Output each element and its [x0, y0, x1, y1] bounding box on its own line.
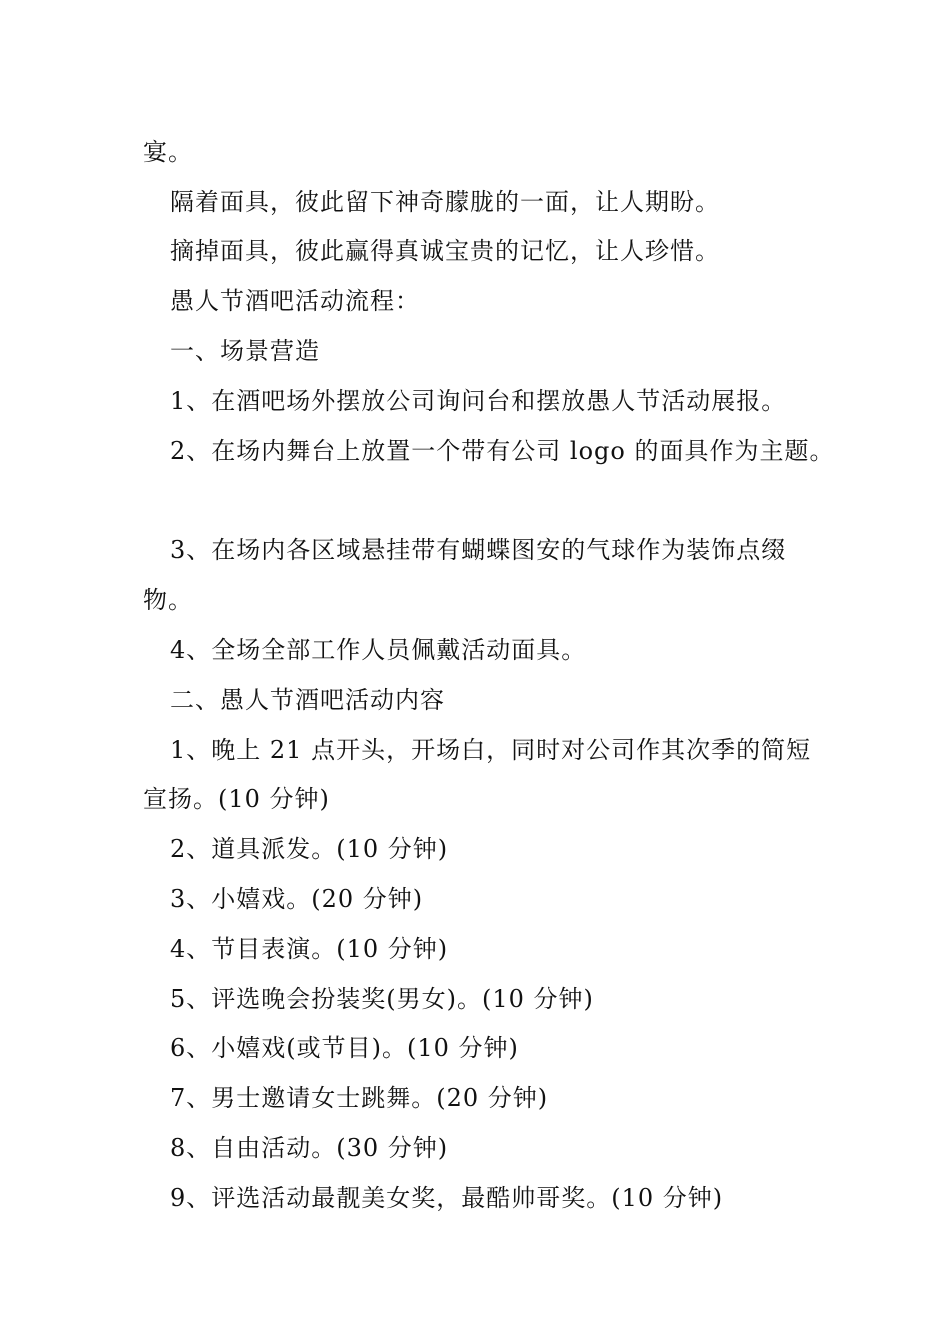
list-item-scene-2: 2、在场内舞台上放置一个带有公司 logo 的面具作为主题。 [170, 437, 835, 465]
list-item-content-1: 1、晚上 21 点开头，开场白，同时对公司作其次季的简短 [170, 736, 812, 764]
list-item-scene-4: 4、全场全部工作人员佩戴活动面具。 [170, 636, 587, 664]
list-item-content-2: 2、道具派发。(10 分钟) [170, 835, 449, 863]
list-item-content-9: 9、评选活动最靓美女奖，最酷帅哥奖。(10 分钟) [170, 1184, 724, 1212]
list-item-content-5: 5、评选晚会扮装奖(男女)。(10 分钟) [170, 985, 594, 1013]
paragraph-line-mask-memory: 摘掉面具，彼此赢得真诚宝贵的记忆，让人珍惜。 [170, 237, 720, 265]
subsection-heading-content: 二、愚人节酒吧活动内容 [170, 686, 445, 714]
list-item-scene-3-cont: 物。 [143, 586, 193, 614]
subsection-heading-scene: 一、场景营造 [170, 337, 320, 365]
list-item-content-6: 6、小嬉戏(或节目)。(10 分钟) [170, 1034, 519, 1062]
list-item-content-8: 8、自由活动。(30 分钟) [170, 1134, 449, 1162]
list-item-content-3: 3、小嬉戏。(20 分钟) [170, 885, 424, 913]
list-item-scene-1: 1、在酒吧场外摆放公司询问台和摆放愚人节活动展报。 [170, 387, 787, 415]
list-item-content-7: 7、男士邀请女士跳舞。(20 分钟) [170, 1084, 549, 1112]
paragraph-line-mask-hope: 隔着面具，彼此留下神奇朦胧的一面，让人期盼。 [170, 188, 720, 216]
list-item-scene-3: 3、在场内各区域悬挂带有蝴蝶图安的气球作为装饰点缀 [170, 536, 787, 564]
paragraph-line-continuation: 宴。 [143, 138, 193, 166]
section-heading-process: 愚人节酒吧活动流程： [170, 287, 420, 315]
list-item-content-1-cont: 宣扬。(10 分钟) [143, 785, 330, 813]
list-item-content-4: 4、节目表演。(10 分钟) [170, 935, 449, 963]
